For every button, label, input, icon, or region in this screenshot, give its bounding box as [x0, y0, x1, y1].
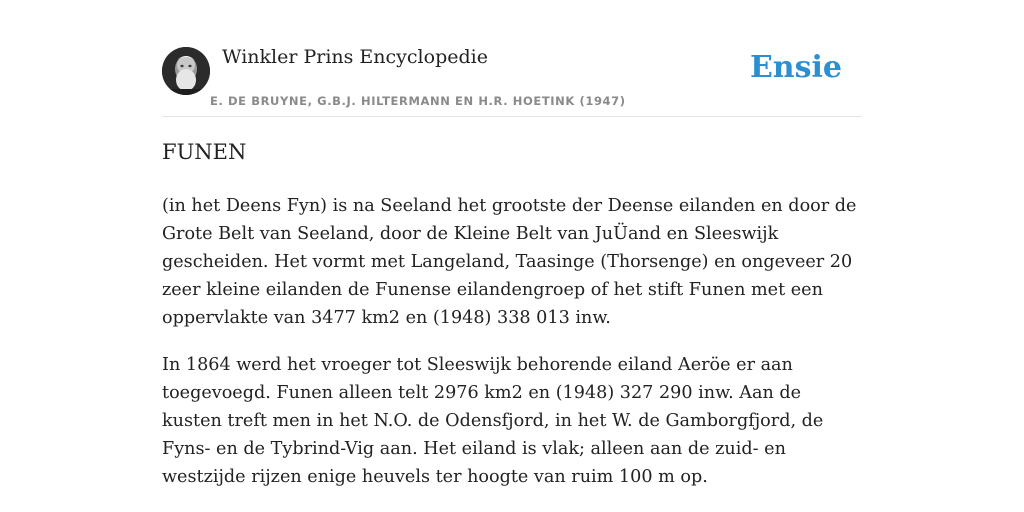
- entry-title: FUNEN: [162, 140, 247, 164]
- brand-logo-link[interactable]: Ensie: [749, 50, 842, 85]
- entry-paragraph: In 1864 werd het vroeger tot Sleeswijk behorende eiland Aeröe er aan toegevoegd. Funen alleen telt 2976 km2 en (1948) 327 290 inw. Aan de kusten treft men in het N.O. de Odensfjord, in het W. de Gamborgfjord, de Fyns- en de Tybrind-Vig aan. Het eiland is vlak; alleen aan de zuid- en westzijde rijzen enige heuvels ter hoogte van ruim 100 m op.: [162, 355, 824, 487]
- entry-paragraph: (in het Deens Fyn) is na Seeland het grootste der Deense eilanden en door de Grote Belt van Seeland, door de Kleine Belt van JuÜand en Sleeswijk gescheiden. Het vormt met Langeland, Taasinge (Thorsenge) en ongeveer 20 zeer kleine eilanden de Funense eilandengroep of het stift Funen met een oppervlakte van 3477 km2 en (1948) 338 013 inw.: [162, 196, 857, 328]
- authors-line: E. DE BRUYNE, G.B.J. HILTERMANN EN H.R. HOETINK (1947): [210, 94, 626, 108]
- page-container: [162, 0, 862, 487]
- source-title[interactable]: Winkler Prins Encyclopedie: [222, 46, 488, 68]
- portrait-avatar-icon: [162, 47, 210, 95]
- source-header: [162, 0, 862, 117]
